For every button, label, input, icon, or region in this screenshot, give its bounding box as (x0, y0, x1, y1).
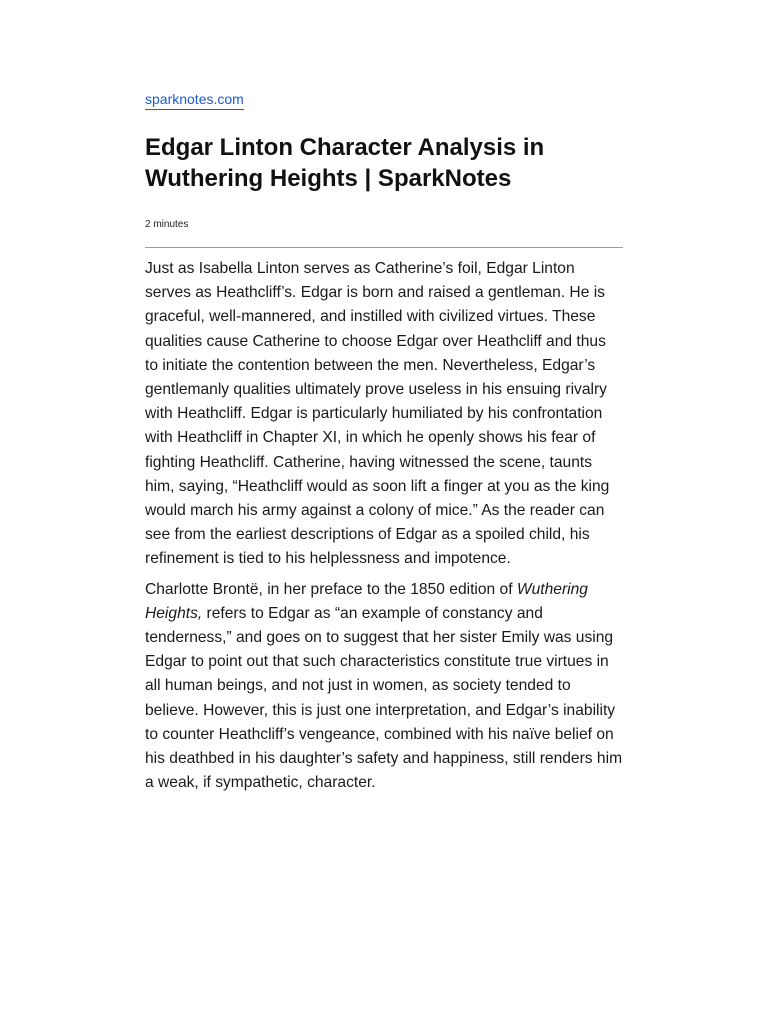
article-paragraph-1: Just as Isabella Linton serves as Catherine’s foil, Edgar Linton serves as Heathcliff’s. Edgar is born and raised a gentleman. He is graceful, well-mannered, and instilled with civilized virtues. These qualities cause Catherine to choose Edgar over Heathcliff and thus to initiate the contention between the men. Nevertheless, Edgar’s gentlemanly qualities ultimately prove useless in his ensuing rivalry with Heathcliff. Edgar is particularly humiliated by his confrontation with Heathcliff in Chapter XI, in which he openly shows his fear of fighting Heathcliff. Catherine, having witnessed the scene, taunts him, saying, “Heathcliff would as soon lift a finger at you as the king would march his army against a colony of mice.” As the reader can see from the earliest descriptions of Edgar as a spoiled child, his refinement is tied to his helplessness and impotence. (145, 260, 610, 568)
source-link[interactable]: sparknotes.com (145, 90, 244, 110)
article-page (145, 90, 623, 801)
article-body (145, 257, 623, 795)
article-paragraph-2 (145, 578, 623, 796)
book-title-italic: Wuthering Heights, (145, 580, 588, 622)
divider (145, 247, 623, 248)
read-time: 2 minutes (145, 219, 189, 230)
paragraph-2-intro: Charlotte Brontë, in her preface to the 1850 edition of (145, 580, 517, 598)
paragraph-2-rest: refers to Edgar as “an example of constancy and tenderness,” and goes on to suggest that her sister Emily was using Edgar to point out that such characteristics constitute true virtues in all human beings, and not just in women, as society tended to believe. However, this is just one interpretation, and Edgar’s inability to counter Heathcliff’s vengeance, combined with his naïve belief on his deathbed in his daughter’s safety and happiness, still renders him a weak, if sympathetic, character. (145, 604, 623, 792)
page-title: Edgar Linton Character Analysis in Wuthering Heights | SparkNotes (145, 134, 545, 192)
